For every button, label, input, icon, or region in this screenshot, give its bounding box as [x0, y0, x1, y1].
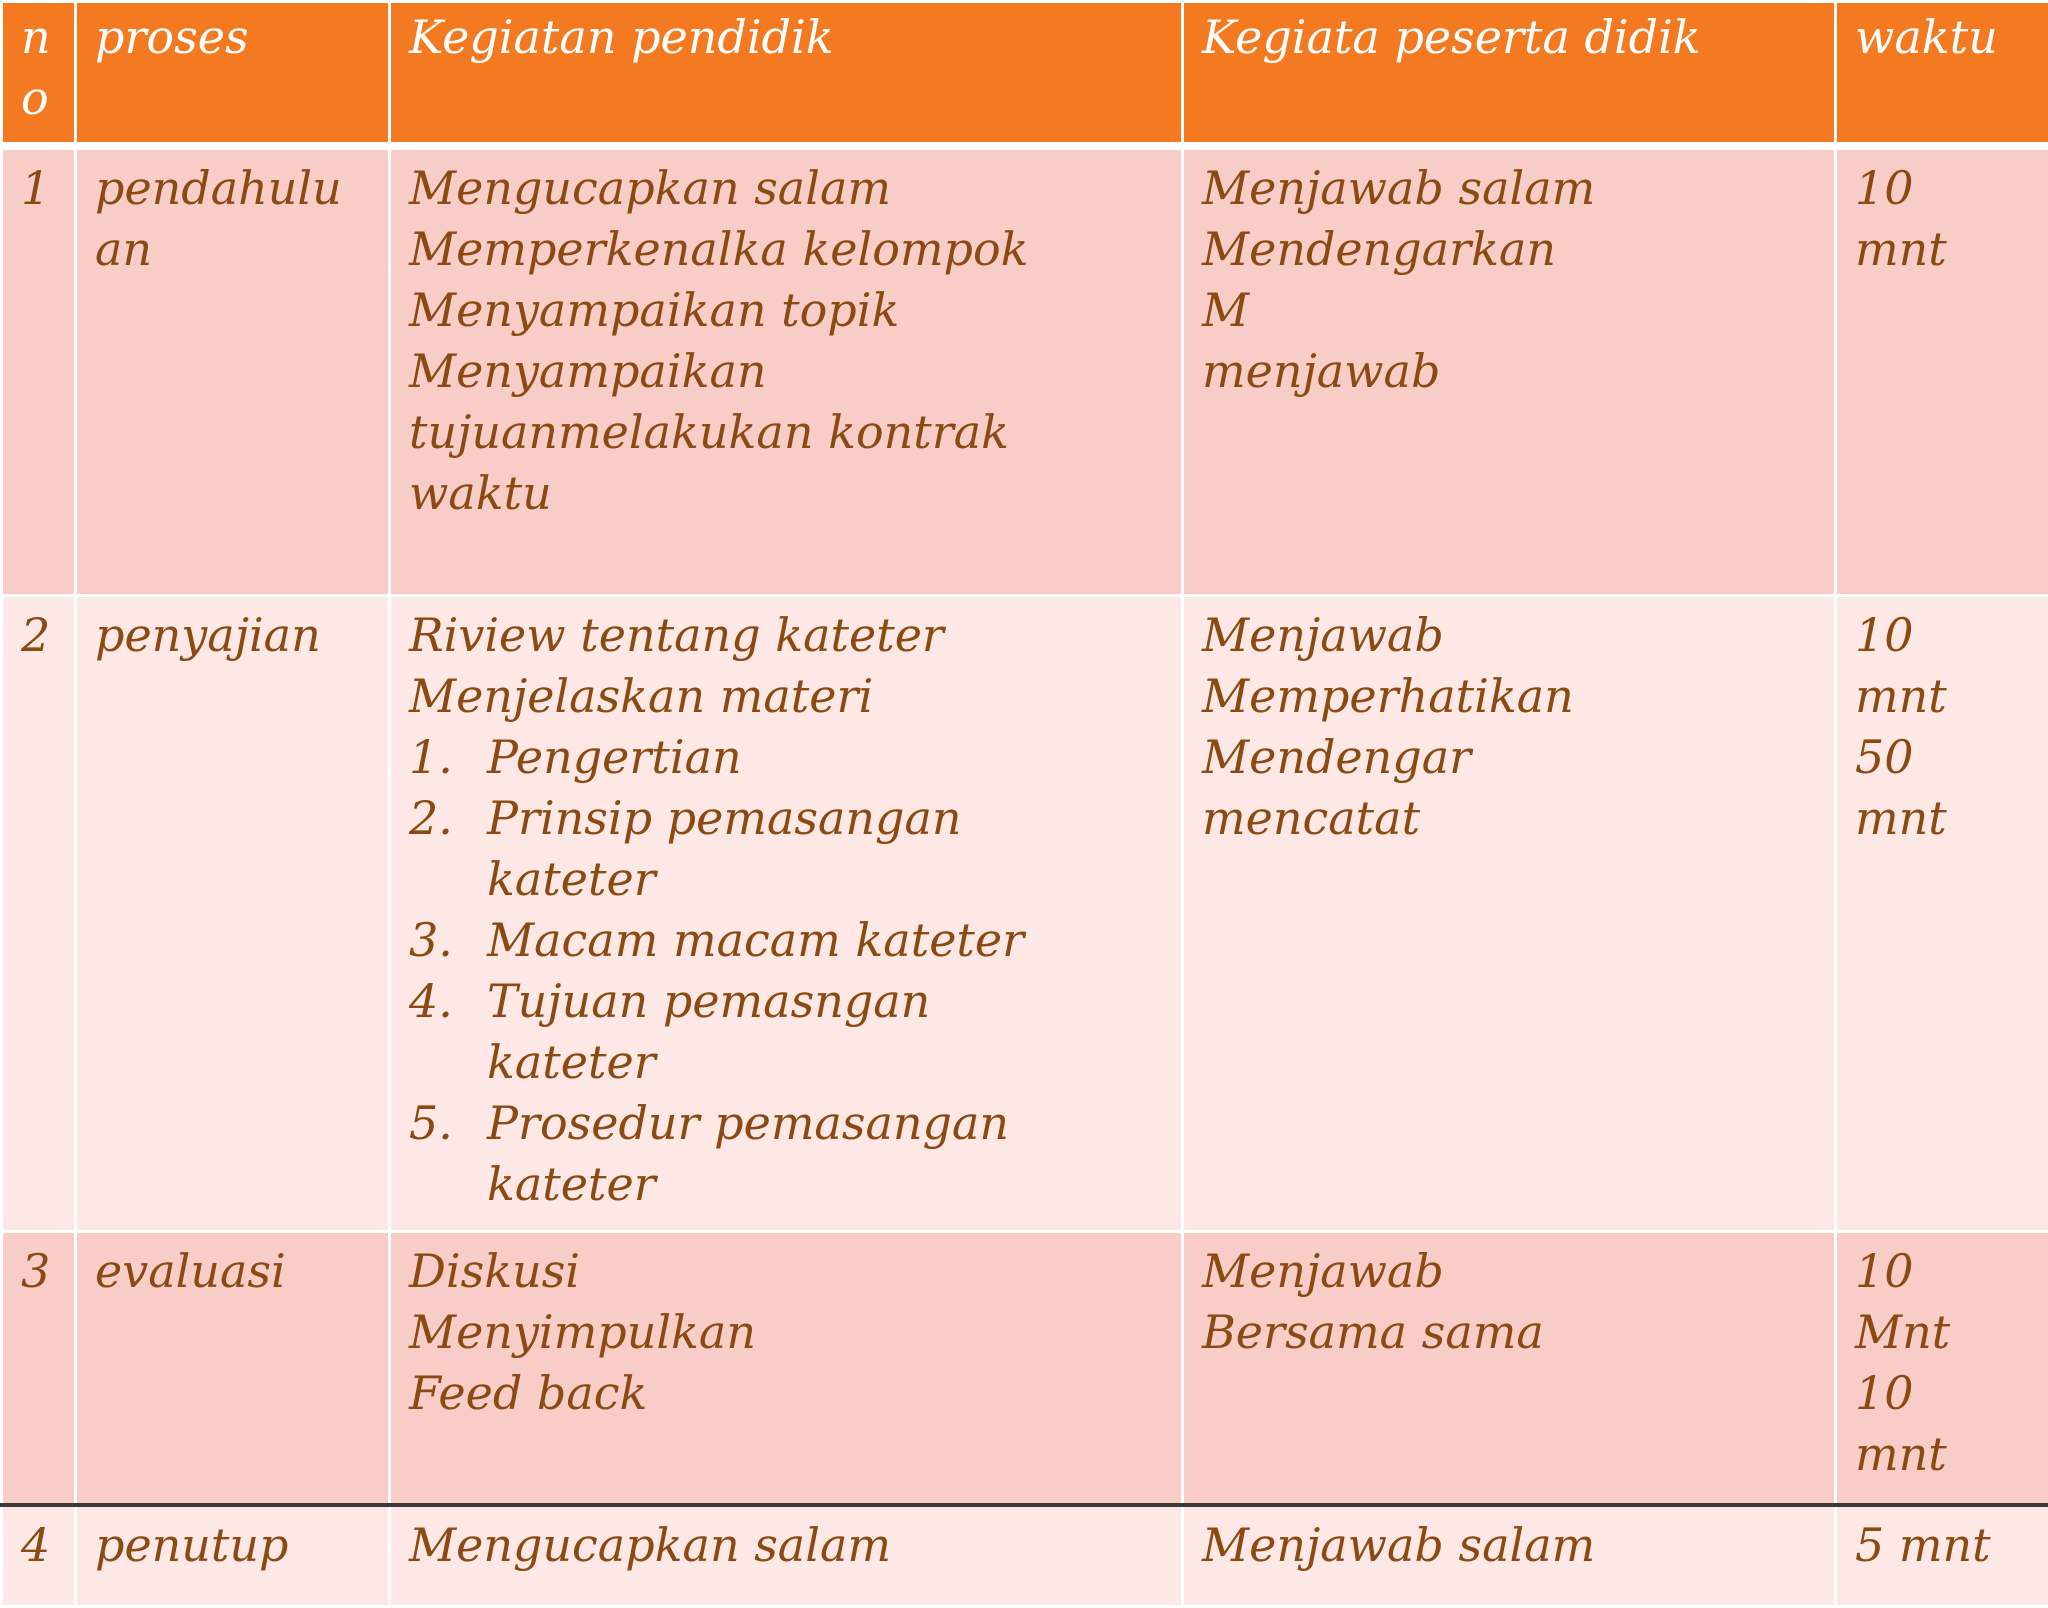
peserta-line: menjawab: [1202, 341, 1816, 402]
materi-list: [409, 727, 1163, 1215]
list-item-text: Prosedur pemasangan: [487, 1093, 1163, 1154]
list-item: [409, 727, 1163, 788]
row-number: 3: [2, 1232, 76, 1506]
waktu-cell: [1836, 1232, 2048, 1506]
peserta-cell: [1183, 1232, 1836, 1506]
table-row: [2, 1232, 2048, 1506]
row-number: 1: [2, 146, 76, 596]
table-row: [2, 596, 2048, 1232]
list-item-number: 1.: [409, 727, 487, 788]
waktu-line: 10: [1855, 158, 2030, 219]
list-item: [409, 788, 1163, 910]
header-no-line2: o: [21, 68, 70, 129]
waktu-line: mnt: [1855, 788, 2030, 849]
proses-line: penutup: [95, 1515, 370, 1576]
waktu-line: 10: [1855, 1241, 2030, 1302]
peserta-cell: [1183, 596, 1836, 1232]
pendidik-cell: [390, 1232, 1183, 1506]
proses-line: an: [95, 219, 370, 280]
peserta-cell: [1183, 1505, 1836, 1607]
peserta-line: Memperhatikan: [1202, 666, 1816, 727]
proses-cell: [76, 596, 390, 1232]
list-item-text: Macam macam kateter: [487, 910, 1163, 971]
proses-line: pendahulu: [95, 158, 370, 219]
pendidik-line: Diskusi: [409, 1241, 1163, 1302]
proses-cell: [76, 146, 390, 596]
list-item-text: Pengertian: [487, 727, 1163, 788]
list-item: [409, 971, 1163, 1093]
pendidik-line: Mengucapkan salam: [409, 1515, 1163, 1576]
pendidik-line: Feed back: [409, 1363, 1163, 1424]
peserta-line: mencatat: [1202, 788, 1816, 849]
waktu-line: 5 mnt: [1855, 1515, 2030, 1576]
pendidik-cell: [390, 596, 1183, 1232]
table-row: [2, 1505, 2048, 1607]
proses-cell: [76, 1505, 390, 1607]
waktu-line: 10: [1855, 605, 2030, 666]
table-row: [2, 146, 2048, 596]
row-number: 4: [2, 1505, 76, 1607]
header-proses: proses: [76, 2, 390, 147]
list-item: [409, 1093, 1163, 1215]
pendidik-line: Menyampaikan topik: [409, 280, 1163, 341]
peserta-cell: [1183, 146, 1836, 596]
list-item-text: Prinsip pemasangan: [487, 788, 1163, 849]
pendidik-line: Menjelaskan materi: [409, 666, 1163, 727]
peserta-line: Bersama sama: [1202, 1302, 1816, 1363]
waktu-line: Mnt: [1855, 1302, 2030, 1363]
header-no: [2, 2, 76, 147]
list-item-number: 5.: [409, 1093, 487, 1215]
pendidik-line: Menyimpulkan: [409, 1302, 1163, 1363]
list-item-text: Tujuan pemasngan: [487, 971, 1163, 1032]
pendidik-line: Memperkenalka kelompok: [409, 219, 1163, 280]
list-item-number: 4.: [409, 971, 487, 1093]
pendidik-line: Menyampaikan: [409, 341, 1163, 402]
pendidik-line: Riview tentang kateter: [409, 605, 1163, 666]
pendidik-cell: [390, 1505, 1183, 1607]
row-number: 2: [2, 596, 76, 1232]
pendidik-cell: [390, 146, 1183, 596]
peserta-line: Mendengarkan: [1202, 219, 1816, 280]
peserta-line: Menjawab: [1202, 1241, 1816, 1302]
peserta-line: Menjawab salam: [1202, 1515, 1816, 1576]
list-item: [409, 910, 1163, 971]
header-kegiatan-pendidik: Kegiatan pendidik: [390, 2, 1183, 147]
waktu-line: mnt: [1855, 219, 2030, 280]
pendidik-line: Mengucapkan salam: [409, 158, 1163, 219]
proses-cell: [76, 1232, 390, 1506]
list-item-text: kateter: [487, 1032, 1163, 1093]
waktu-cell: [1836, 596, 2048, 1232]
header-kegiatan-peserta: Kegiata peserta didik: [1183, 2, 1836, 147]
waktu-line: mnt: [1855, 666, 2030, 727]
list-item-number: 2.: [409, 788, 487, 910]
proses-line: penyajian: [95, 605, 370, 666]
header-row: [2, 2, 2048, 147]
waktu-line: 10: [1855, 1363, 2030, 1424]
peserta-line: Menjawab: [1202, 605, 1816, 666]
waktu-line: 50: [1855, 727, 2030, 788]
peserta-line: Mendengar: [1202, 727, 1816, 788]
list-item-text: kateter: [487, 1154, 1163, 1215]
list-item-text: kateter: [487, 849, 1163, 910]
peserta-line: M: [1202, 280, 1816, 341]
waktu-cell: [1836, 146, 2048, 596]
list-item-number: 3.: [409, 910, 487, 971]
pendidik-line: tujuanmelakukan kontrak: [409, 402, 1163, 463]
waktu-cell: [1836, 1505, 2048, 1607]
pendidik-line: waktu: [409, 463, 1163, 524]
waktu-line: mnt: [1855, 1424, 2030, 1485]
header-no-line1: n: [21, 7, 70, 68]
proses-line: evaluasi: [95, 1241, 370, 1302]
peserta-line: Menjawab salam: [1202, 158, 1816, 219]
header-waktu: waktu: [1836, 2, 2048, 147]
